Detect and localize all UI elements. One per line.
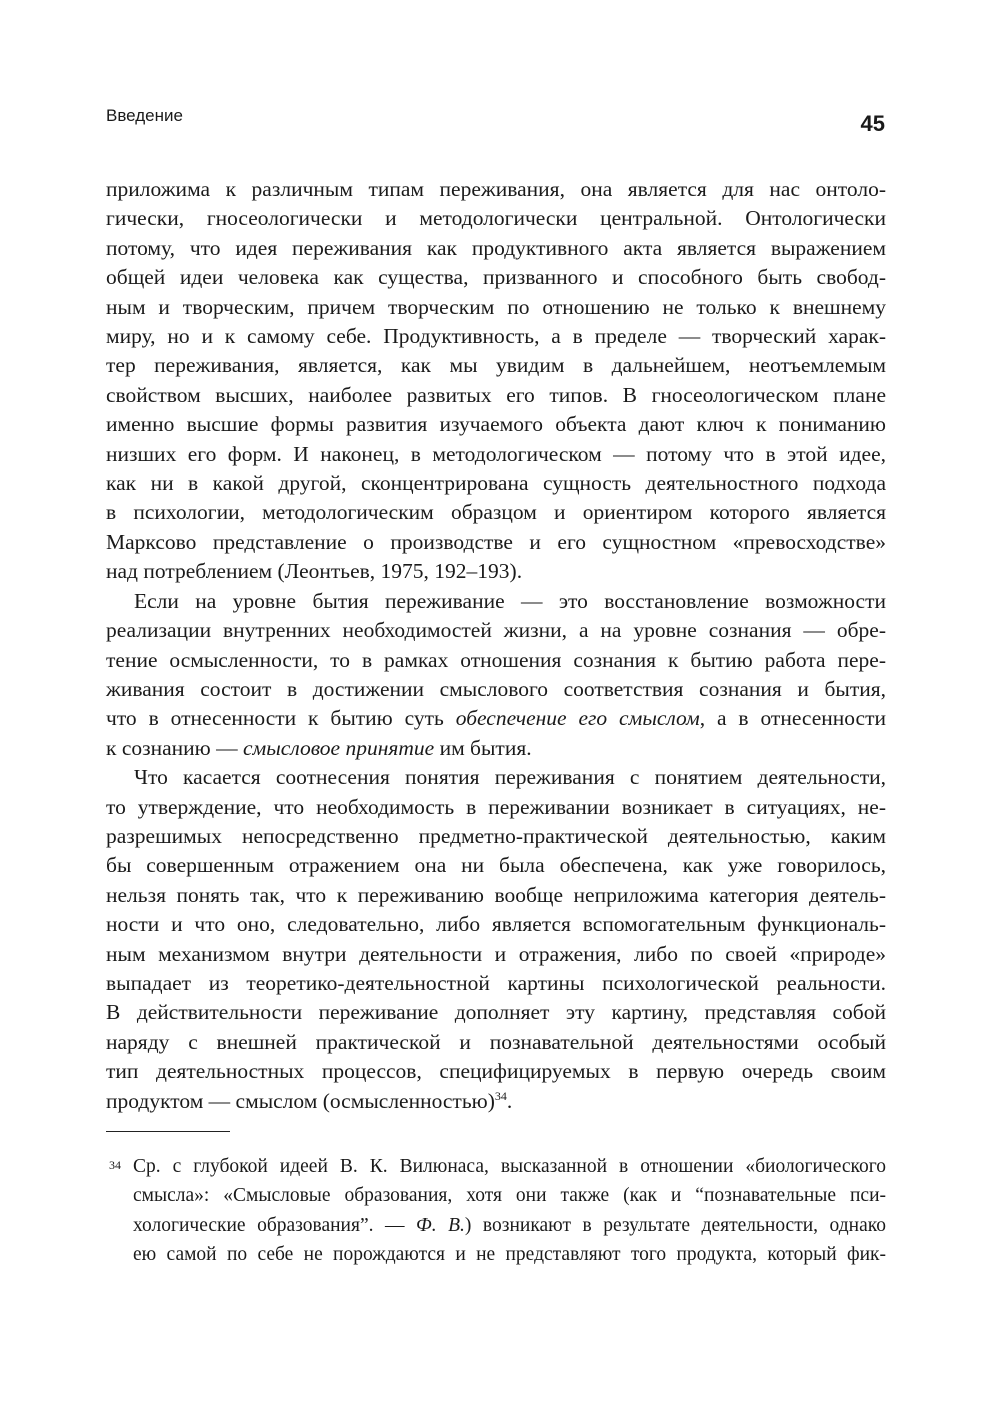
text-line bbox=[106, 704, 886, 733]
running-header-section: Введение bbox=[106, 106, 183, 125]
text-line bbox=[106, 234, 886, 263]
text-line bbox=[106, 822, 886, 851]
text-line bbox=[106, 528, 886, 557]
text-run: бы совершенным отражением она ни была обеспечена, как уже говорилось, bbox=[106, 853, 886, 878]
text-run: гически, гносеологически и методологически центральной. Онтологически bbox=[106, 206, 886, 231]
text-run: Если на уровне бытия переживание — это восстановление возможности bbox=[134, 588, 886, 613]
text-run: общей идеи человека как существа, призванного и способного быть свобод- bbox=[106, 265, 886, 290]
text-line bbox=[106, 263, 886, 292]
text-run: то утверждение, что необходимость в переживании возникает в ситуациях, не- bbox=[106, 794, 886, 819]
main-text bbox=[106, 175, 886, 1116]
text-run: . bbox=[506, 1088, 513, 1113]
text-run: ным механизмом внутри деятельности и отражения, либо по своей «природе» bbox=[106, 941, 886, 966]
text-run: разрешимых непосредственно предметно-практической деятельностью, каким bbox=[106, 823, 886, 848]
text-line bbox=[106, 675, 886, 704]
text-run: потому, что идея переживания как продуктивного акта является выражением bbox=[106, 235, 886, 260]
footnote-number: 34 bbox=[109, 1158, 121, 1172]
text-run: именно высшие формы развития изучаемого объекта дают ключ к пониманию bbox=[106, 412, 886, 437]
text-run: В действительности переживание дополняет эту картину, представляя собой bbox=[106, 1000, 886, 1025]
text-line bbox=[106, 175, 886, 204]
text-line bbox=[106, 940, 886, 969]
text-run: продуктом — смыслом (осмысленностью) bbox=[106, 1088, 495, 1113]
page-number: 45 bbox=[860, 111, 885, 136]
paragraph bbox=[106, 587, 886, 763]
text-run: реализации внутренних необходимостей жизни, а на уровне сознания — обре- bbox=[106, 618, 886, 643]
text-line bbox=[106, 381, 886, 410]
text-run: свойством высших, наиболее развитых его типов. В гносеологическом плане bbox=[106, 382, 886, 407]
text-run: , а в отнесенности bbox=[699, 706, 887, 731]
text-line bbox=[106, 351, 886, 380]
text-line bbox=[106, 793, 886, 822]
text-line bbox=[106, 851, 886, 880]
text-run: над потреблением (Леонтьев, 1975, 192–193). bbox=[106, 559, 523, 584]
text-line bbox=[106, 998, 886, 1027]
footnote-divider bbox=[106, 1131, 230, 1132]
footnote-line bbox=[106, 1181, 886, 1210]
footnote-reference[interactable]: 34 bbox=[494, 1088, 507, 1103]
footnote-line bbox=[106, 1240, 886, 1269]
text-run: низших его форм. И наконец, в методологическом — потому что в этой идее, bbox=[106, 441, 886, 466]
italic-text: обеспечение его смыслом bbox=[455, 706, 700, 731]
text-run: тер переживания, является, как мы увидим в дальнейшем, неотъемлемым bbox=[106, 353, 886, 378]
italic-text: смысловое принятие bbox=[242, 735, 435, 760]
text-run: хологические образования”. — bbox=[133, 1214, 417, 1236]
footnote-line bbox=[106, 1211, 886, 1240]
text-run: наряду с внешней практической и познавательной деятельностями особый bbox=[106, 1029, 886, 1054]
text-run: Ср. с глубокой идеей В. К. Вилюнаса, высказанной в отношении «биологического bbox=[133, 1156, 886, 1177]
text-line bbox=[106, 469, 886, 498]
text-run: тение осмысленности, то в рамках отношения сознания к бытию работа пере- bbox=[106, 647, 886, 672]
text-run: тип деятельностных процессов, специфицируемых в первую очередь своим bbox=[106, 1059, 886, 1084]
text-line bbox=[106, 293, 886, 322]
text-run: выпадает из теоретико-деятельностной картины психологической реальности. bbox=[106, 970, 886, 995]
text-run: живания состоит в достижении смыслового соответствия сознания и бытия, bbox=[106, 676, 886, 701]
text-run: как ни в какой другой, сконцентрирована сущность деятельностного подхода bbox=[106, 471, 886, 496]
text-line bbox=[106, 910, 886, 939]
text-run: ным и творческим, причем творческим по отношению не только к внешнему bbox=[106, 294, 886, 319]
text-line bbox=[106, 734, 886, 763]
text-run: смысла»: «Смысловые образования, хотя они также (как и “познавательные пси- bbox=[133, 1185, 886, 1207]
paragraph bbox=[106, 763, 886, 1116]
text-run: ности и что оно, следовательно, либо является вспомогательным функциональ- bbox=[106, 912, 886, 937]
text-run: ) возникают в результате деятельности, однако bbox=[464, 1214, 886, 1236]
footnote-line bbox=[106, 1152, 886, 1181]
text-run: в психологии, методологическим образцом и ориентиром которого является bbox=[106, 500, 886, 525]
text-line bbox=[106, 204, 886, 233]
text-run: Марксово представление о производстве и его сущностном «превосходстве» bbox=[106, 529, 886, 554]
text-line bbox=[106, 322, 886, 351]
text-line bbox=[106, 1057, 886, 1086]
text-run: ею самой по себе не порождаются и не представляют того продукта, который фик- bbox=[133, 1244, 886, 1266]
text-run: им бытия. bbox=[434, 735, 532, 760]
text-run: к сознанию — bbox=[106, 735, 243, 760]
text-line bbox=[106, 1087, 886, 1116]
footnote bbox=[106, 1152, 886, 1270]
text-line bbox=[106, 440, 886, 469]
text-run: Что касается соотнесения понятия переживания с понятием деятельности, bbox=[134, 765, 886, 790]
paragraph bbox=[106, 175, 886, 587]
text-line bbox=[106, 498, 886, 527]
text-line bbox=[106, 763, 886, 792]
text-line bbox=[106, 557, 886, 586]
text-line bbox=[106, 969, 886, 998]
text-line bbox=[106, 616, 886, 645]
text-run: миру, но и к самому себе. Продуктивность, а в пределе — творческий харак- bbox=[106, 324, 886, 349]
text-run: приложима к различным типам переживания, она является для нас онтоло- bbox=[106, 177, 886, 201]
text-line bbox=[106, 881, 886, 910]
text-line bbox=[106, 410, 886, 439]
text-run: что в отнесенности к бытию суть bbox=[106, 706, 456, 731]
text-run: нельзя понять так, что к переживанию вообще неприложима категория деятель- bbox=[106, 882, 886, 907]
text-line bbox=[106, 1028, 886, 1057]
text-line bbox=[106, 646, 886, 675]
text-line bbox=[106, 587, 886, 616]
italic-text: Ф. В. bbox=[416, 1214, 465, 1236]
